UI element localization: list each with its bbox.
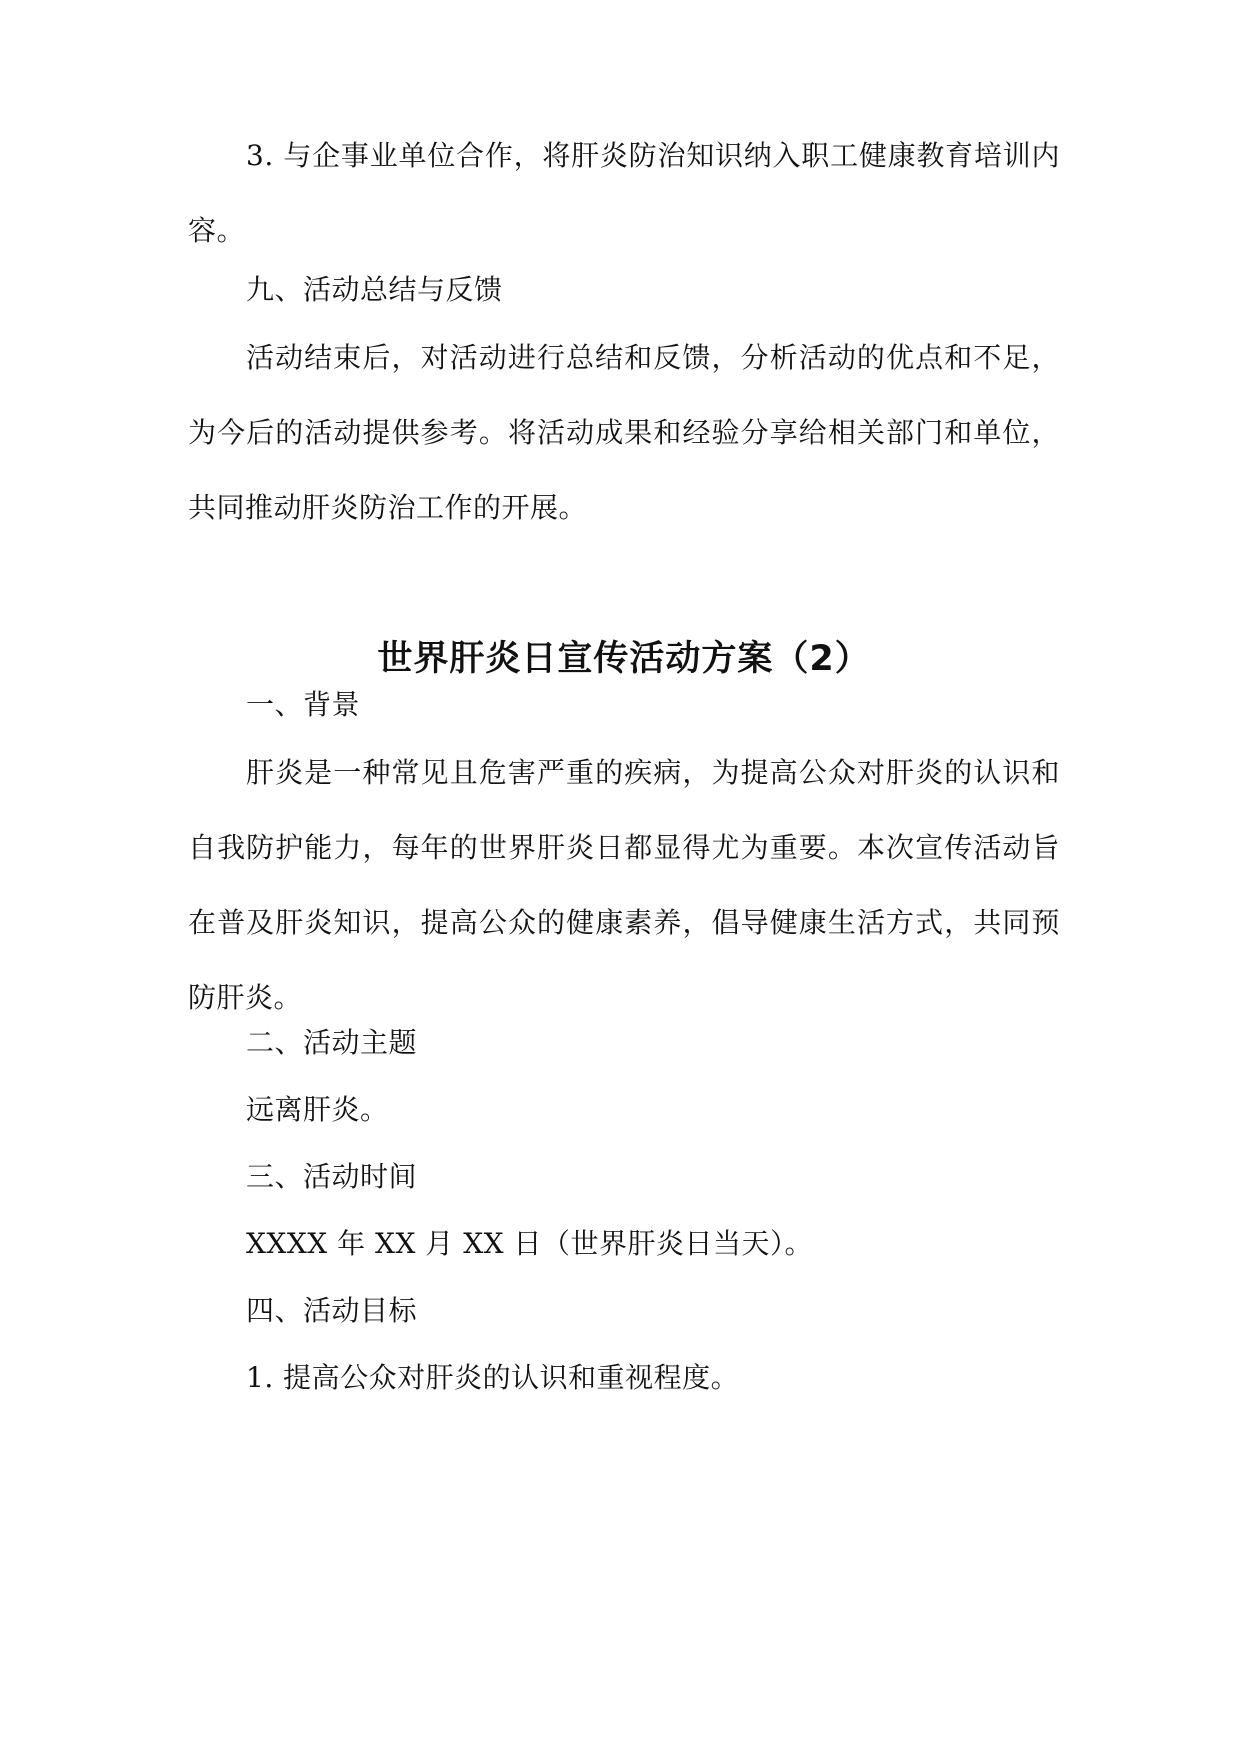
section-heading-goals: 四、活动目标 — [246, 1294, 418, 1327]
paragraph-summary: 活动结束后，对活动进行总结和反馈，分析活动的优点和不足，为今后的活动提供参考。将活动成果和经验分享给相关部门和单位，共同推动肝炎防治工作的开展。 — [188, 341, 1060, 524]
paragraph-goal-1: 1. 提高公众对肝炎的认识和重视程度。 — [246, 1361, 740, 1394]
section-heading-background: 一、背景 — [246, 688, 361, 721]
section-heading-time: 三、活动时间 — [246, 1160, 418, 1193]
document-title: 世界肝炎日宣传活动方案（2） — [377, 639, 871, 679]
paragraph-item-3: 3. 与企事业单位合作，将肝炎防治知识纳入职工健康教育培训内容。 — [188, 139, 1060, 247]
paragraph-time: XXXX 年 XX 月 XX 日（世界肝炎日当天）。 — [246, 1227, 813, 1260]
section-heading-summary: 九、活动总结与反馈 — [246, 273, 503, 306]
paragraph-background: 肝炎是一种常见且危害严重的疾病，为提高公众对肝炎的认识和自我防护能力，每年的世界肝炎日都显得尤为重要。本次宣传活动旨在普及肝炎知识，提高公众的健康素养，倡导健康生活方式，共同预防肝炎。 — [188, 756, 1060, 1014]
paragraph-theme: 远离肝炎。 — [246, 1093, 389, 1126]
section-heading-theme: 二、活动主题 — [246, 1026, 418, 1059]
